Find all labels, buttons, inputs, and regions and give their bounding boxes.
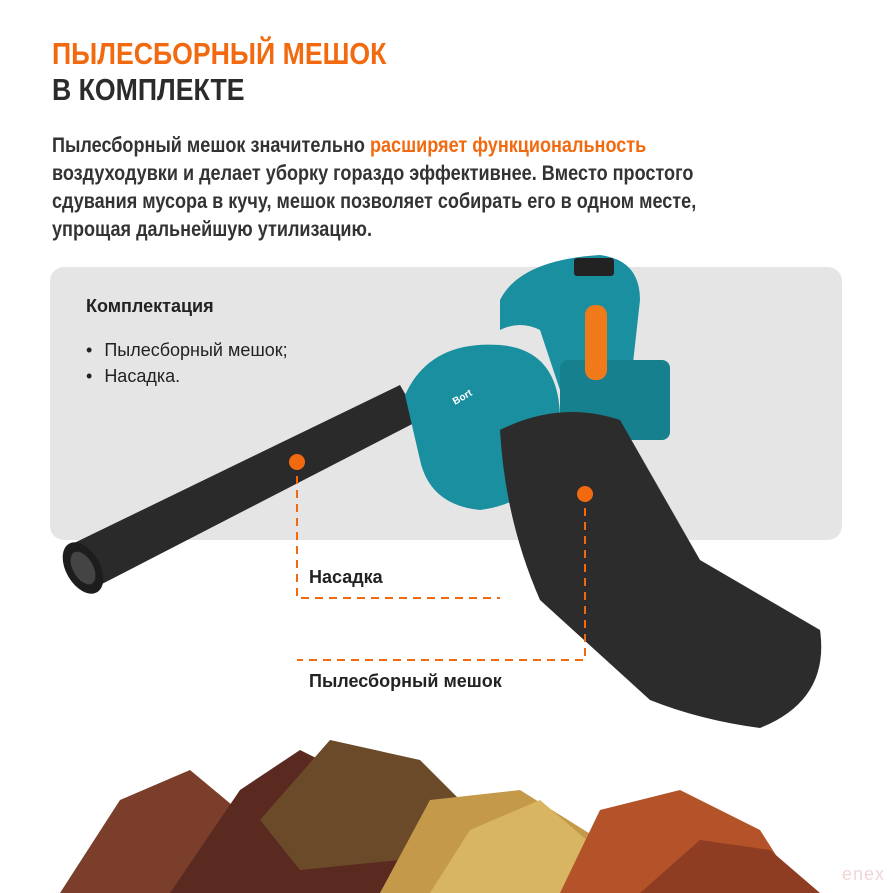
description-highlight: расширяет функциональность — [369, 134, 647, 157]
kit-item: • Пылесборный мешок; — [86, 337, 288, 363]
watermark: enex — [841, 864, 885, 884]
callout-bag-label: Пылесборный мешок — [309, 671, 502, 691]
brand-logo: Bort — [451, 387, 475, 408]
dust-bag-image — [500, 412, 821, 728]
description-text: Пылесборный мешок значительно — [52, 134, 370, 157]
description-line: сдувания мусора в кучу, мешок позволяет собирать его в одном месте, — [52, 190, 697, 213]
description-line: упрощая дальнейшую утилизацию. — [52, 218, 372, 241]
title-line-2: В КОМПЛЕКТЕ — [52, 72, 245, 107]
nozzle-marker — [289, 454, 305, 470]
title-line-1: ПЫЛЕСБОРНЫЙ МЕШОК — [52, 36, 387, 71]
description-line: воздуходувки и делает уборку гораздо эффективнее. Вместо простого — [52, 162, 694, 185]
kit-item: • Насадка. — [86, 363, 288, 389]
kit-title: Комплектация — [86, 296, 214, 316]
callout-nozzle-label: Насадка — [309, 567, 383, 587]
autumn-leaves-image — [60, 740, 820, 893]
bag-marker — [577, 486, 593, 502]
